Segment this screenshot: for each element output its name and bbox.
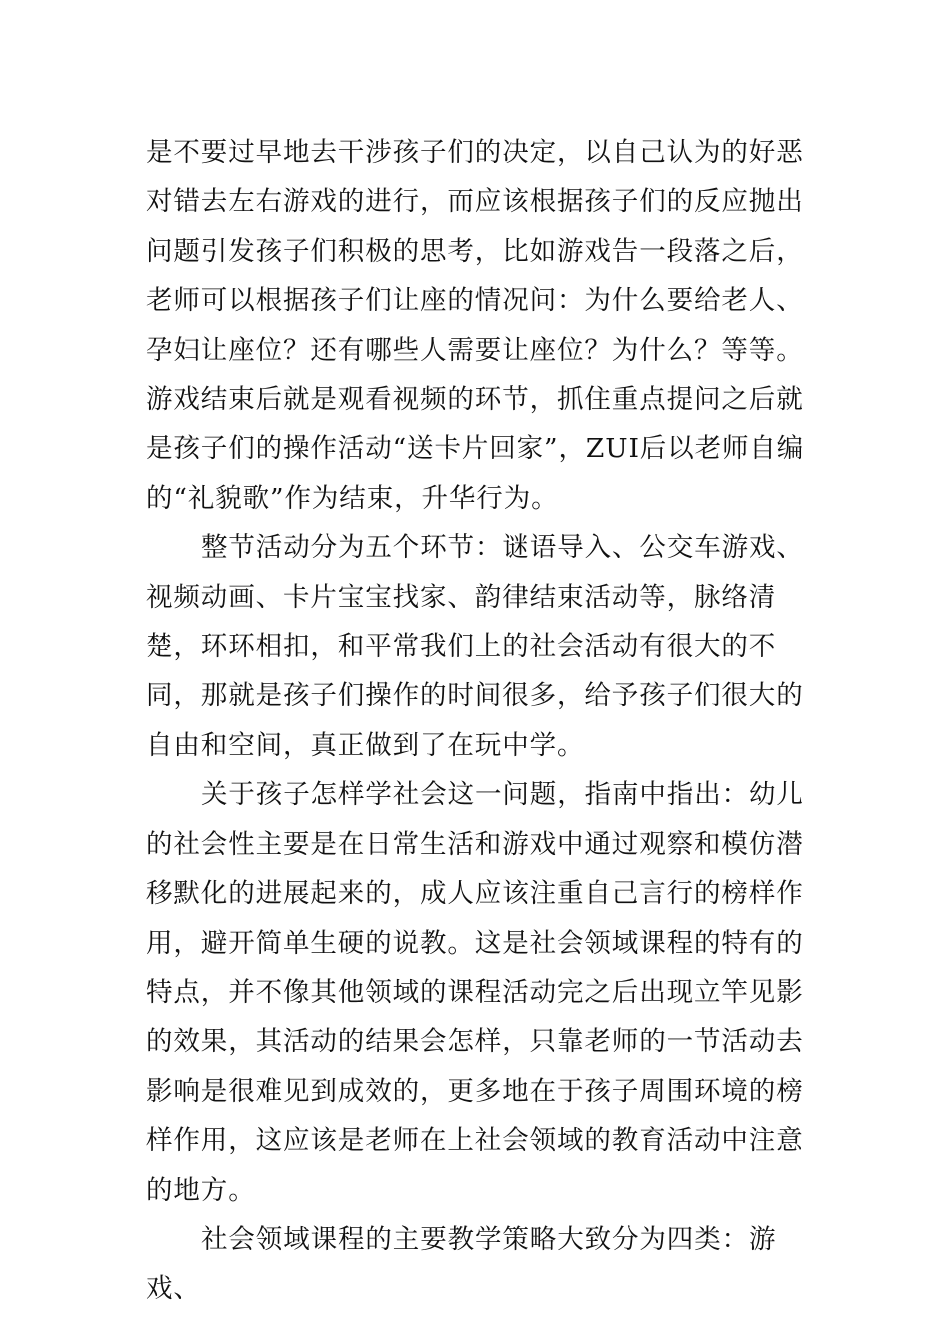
paragraph-1: 是不要过早地去干涉孩子们的决定，以自己认为的好恶对错去左右游戏的进行，而应该根据孩子们的反应抛出问题引发孩子们积极的思考，比如游戏告一段落之后，老师可以根据孩子们让座的情况问：为什么要给老人、孕妇让座位？还有哪些人需要让座位？为什么？等等。游戏结束后就是观看视频的环节，抓住重点提问之后就是孩子们的操作活动“送卡片回家”，ZUI后以老师自编的“礼貌歌”作为结束，升华行为。	[146, 137, 805, 514]
document-body	[146, 128, 808, 1314]
paragraph-3: 关于孩子怎样学社会这一问题，指南中指出：幼儿的社会性主要是在日常生活和游戏中通过观察和模仿潜移默化的进展起来的，成人应该注重自己言行的榜样作用，避开简单生硬的说教。这是社会领域课程的特有的特点，并不像其他领域的课程活动完之后出现立竿见影的效果，其活动的结果会怎样，只靠老师的一节活动去影响是很难见到成效的，更多地在于孩子周围环境的榜样作用，这应该是老师在上社会领域的教育活动中注意的地方。	[146, 779, 804, 1206]
paragraph-2: 整节活动分为五个环节：谜语导入、公交车游戏、视频动画、卡片宝宝找家、韵律结束活动等，脉络清楚，环环相扣，和平常我们上的社会活动有很大的不同，那就是孩子们操作的时间很多，给予孩子们很大的自由和空间，真正做到了在玩中学。	[146, 532, 804, 761]
paragraph-4: 社会领域课程的主要教学策略大致分为四类：游戏、	[146, 1223, 777, 1305]
